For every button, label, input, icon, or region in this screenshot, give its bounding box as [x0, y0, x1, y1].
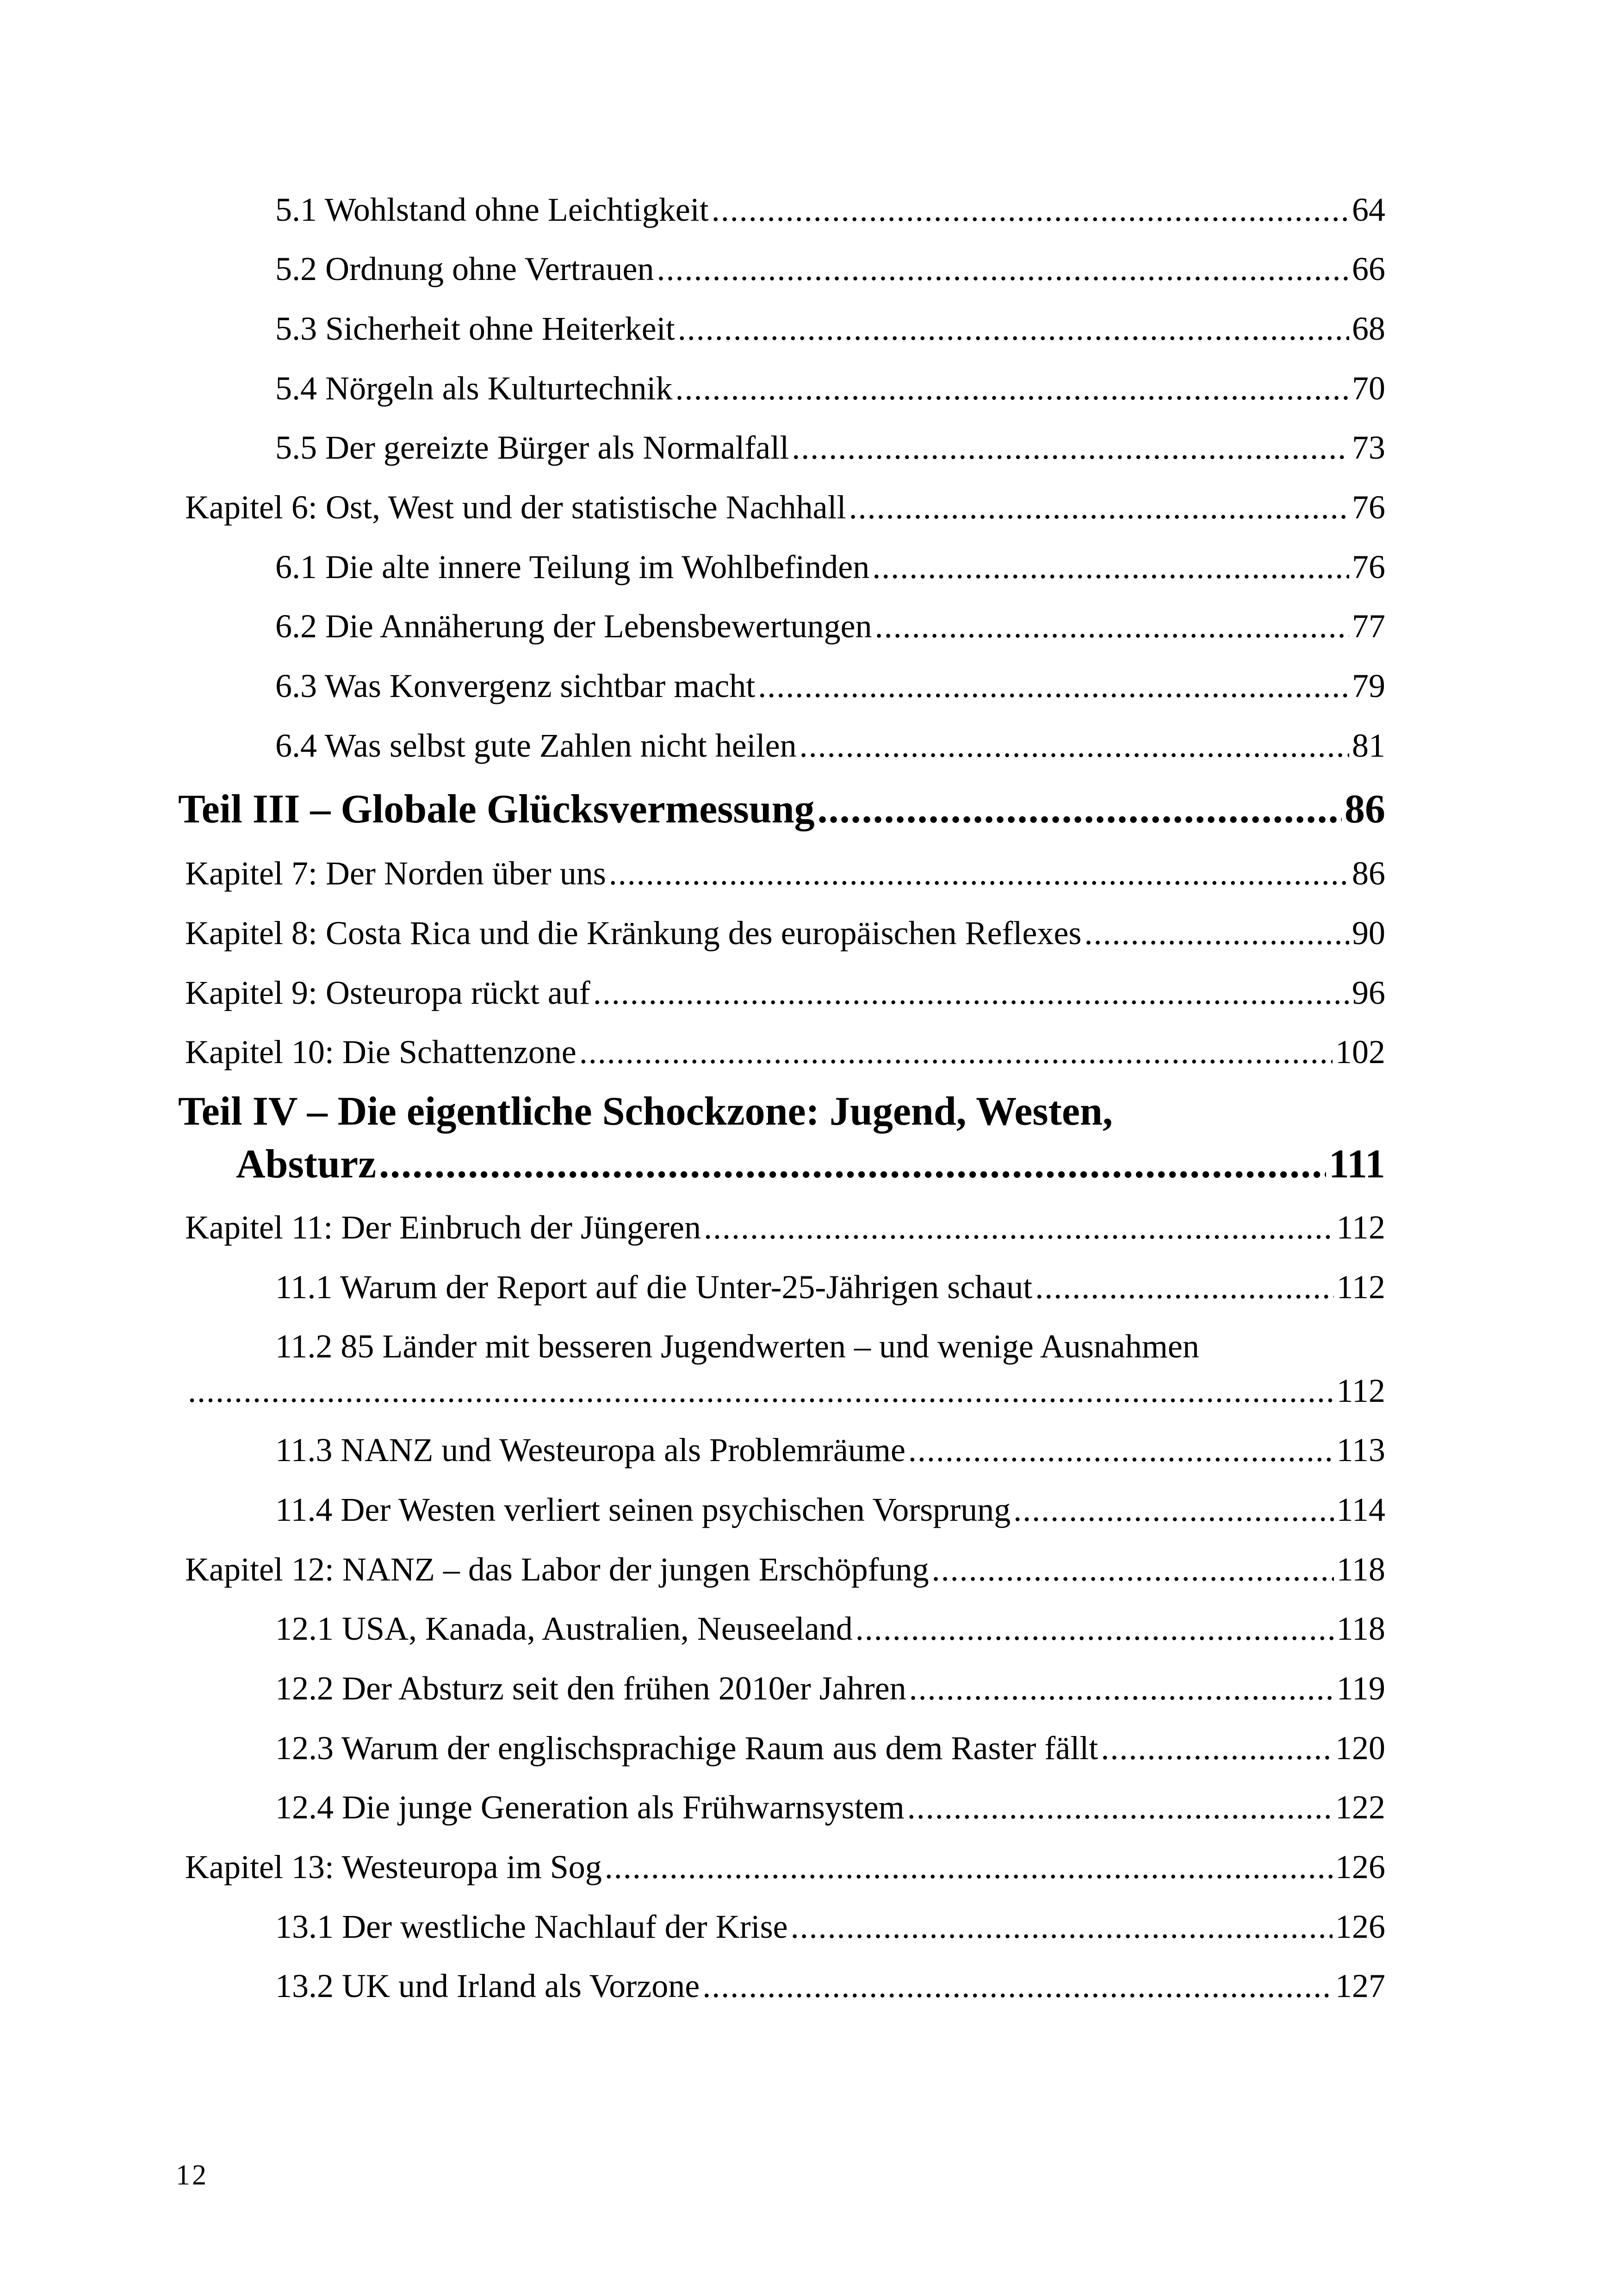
dot-leader — [188, 1368, 1334, 1414]
toc-entry-page: 81 — [1352, 727, 1385, 764]
dot-leader — [855, 1605, 1334, 1652]
toc-entry-page: 68 — [1352, 310, 1385, 347]
toc-entry-label: Kapitel 9: Osteuropa rückt auf — [185, 974, 590, 1011]
toc-entry-section — [275, 305, 1385, 352]
toc-entry-label: 6.2 Die Annäherung der Lebensbewertungen — [275, 608, 872, 645]
toc-entry-page: 122 — [1335, 1789, 1385, 1826]
toc-entry-label: 12.2 Der Absturz seit den frühen 2010er Jahren — [275, 1670, 906, 1707]
toc-entry-page: 76 — [1352, 489, 1385, 526]
dot-leader — [1101, 1725, 1333, 1771]
toc-entry-section — [275, 424, 1385, 471]
toc-entry-label: Kapitel 12: NANZ – das Labor der jungen Erschöpfung — [185, 1551, 929, 1588]
toc-entry-part — [236, 1137, 1385, 1192]
dot-leader — [1035, 1264, 1333, 1310]
dot-leader — [791, 1904, 1333, 1950]
dot-leader — [818, 782, 1342, 837]
toc-entry-section — [275, 1963, 1385, 2009]
toc-entry-label: 5.3 Sicherheit ohne Heiterkeit — [275, 310, 675, 347]
toc-entry-page: 112 — [1336, 1372, 1385, 1409]
toc-entry-section — [275, 1725, 1385, 1771]
toc-entry-chapter — [185, 850, 1385, 896]
toc-entry-page: 86 — [1352, 855, 1385, 892]
dot-leader — [875, 603, 1349, 649]
toc-entry-chapter — [185, 1546, 1385, 1593]
toc-entry-section — [275, 246, 1385, 292]
toc-entry-label: 11.1 Warum der Report auf die Unter-25-Jährigen schaut — [275, 1269, 1033, 1306]
toc-entry-chapter — [185, 1844, 1385, 1890]
toc-entry-part-line1: Teil IV – Die eigentliche Schockzone: Jugend, Westen, — [178, 1089, 1113, 1134]
toc-entry-page: 127 — [1335, 1967, 1385, 2004]
toc-entry-section — [275, 1605, 1385, 1652]
toc-entry-page: 113 — [1336, 1431, 1385, 1468]
toc-entry-section — [275, 187, 1385, 233]
dot-leader — [704, 1204, 1334, 1251]
toc-entry-page: 126 — [1335, 1908, 1385, 1945]
toc-entry-chapter — [185, 484, 1385, 530]
dot-leader — [702, 1963, 1333, 2009]
page-number: 12 — [176, 2159, 208, 2191]
toc-entry-page: 118 — [1336, 1551, 1385, 1588]
toc-entry-label: 13.1 Der westliche Nachlauf der Krise — [275, 1908, 788, 1945]
dot-leader — [758, 663, 1349, 709]
toc-entry-page: 112 — [1336, 1269, 1385, 1306]
toc-entry-page: 102 — [1335, 1033, 1385, 1070]
toc-entry-page: 77 — [1352, 608, 1385, 645]
toc-entry-part — [178, 782, 1385, 837]
toc-entry-page: 96 — [1352, 974, 1385, 1011]
toc-entry-page: 111 — [1328, 1142, 1385, 1187]
dot-leader — [593, 970, 1349, 1016]
toc-entry-section — [275, 1264, 1385, 1310]
dot-leader — [676, 365, 1349, 411]
dot-leader — [872, 544, 1349, 590]
toc-entry-page: 73 — [1352, 429, 1385, 466]
toc-entry-page: 86 — [1345, 787, 1385, 832]
dot-leader — [800, 722, 1349, 769]
toc-entry-section — [275, 603, 1385, 649]
dot-leader — [379, 1137, 1326, 1192]
toc-entry-section-line1: 11.2 85 Länder mit besseren Jugendwerten – und wenige Ausnahmen — [275, 1328, 1199, 1365]
toc-entry-chapter — [185, 1029, 1385, 1075]
toc-entry-label: 6.4 Was selbst gute Zahlen nicht heilen — [275, 727, 797, 764]
toc-entry-label: 12.3 Warum der englischsprachige Raum aus dem Raster fällt — [275, 1730, 1098, 1767]
toc-entry-chapter — [185, 970, 1385, 1016]
toc-entry-section — [275, 1904, 1385, 1950]
dot-leader — [579, 1029, 1333, 1075]
dot-leader — [657, 246, 1349, 292]
dot-leader — [792, 424, 1349, 471]
toc-entry-label: Kapitel 6: Ost, West und der statistische Nachhall — [185, 489, 846, 526]
toc-entry-label: 12.4 Die junge Generation als Frühwarnsystem — [275, 1789, 905, 1826]
toc-entry-page: 126 — [1335, 1848, 1385, 1885]
dot-leader — [605, 1844, 1333, 1890]
toc-entry-label: Kapitel 8: Costa Rica und die Kränkung des europäischen Reflexes — [185, 915, 1082, 952]
dot-leader — [678, 305, 1349, 352]
toc-entry-label: Absturz — [236, 1142, 377, 1187]
toc-entry-page: 112 — [1336, 1209, 1385, 1246]
dot-leader — [932, 1546, 1334, 1593]
toc-entry-section — [275, 663, 1385, 709]
toc-entry-chapter — [185, 910, 1385, 956]
dot-leader — [1013, 1487, 1333, 1533]
toc-entry-section — [275, 1487, 1385, 1533]
toc-entry-section — [185, 1368, 1385, 1414]
toc-entry-page: 66 — [1352, 250, 1385, 287]
toc-entry-section — [275, 365, 1385, 411]
toc-entry-section — [275, 1784, 1385, 1830]
dot-leader — [909, 1665, 1334, 1711]
dot-leader — [712, 187, 1349, 233]
toc-entry-label: Kapitel 10: Die Schattenzone — [185, 1033, 577, 1070]
toc-entry-label: 6.1 Die alte innere Teilung im Wohlbefinden — [275, 548, 870, 585]
toc-entry-section — [275, 1427, 1385, 1473]
dot-leader — [849, 484, 1349, 530]
toc-entry-label: 11.3 NANZ und Westeuropa als Problemräume — [275, 1431, 905, 1468]
toc-entry-label: 11.4 Der Westen verliert seinen psychischen Vorsprung — [275, 1491, 1011, 1528]
toc-entry-page: 76 — [1352, 548, 1385, 585]
toc-entry-page: 118 — [1336, 1610, 1385, 1647]
toc-entry-chapter — [185, 1204, 1385, 1251]
toc-entry-page: 114 — [1336, 1491, 1385, 1528]
toc-entry-section — [275, 1665, 1385, 1711]
toc-entry-page: 120 — [1335, 1730, 1385, 1767]
dot-leader — [907, 1784, 1333, 1830]
toc-entry-label: 13.2 UK und Irland als Vorzone — [275, 1967, 700, 2004]
dot-leader — [609, 850, 1349, 896]
toc-entry-label: 5.4 Nörgeln als Kulturtechnik — [275, 370, 673, 407]
toc-entry-page: 90 — [1352, 915, 1385, 952]
toc-entry-section — [275, 722, 1385, 769]
toc-entry-label: Teil III – Globale Glücksvermessung — [178, 787, 815, 832]
toc-entry-label: 5.5 Der gereizte Bürger als Normalfall — [275, 429, 789, 466]
toc-entry-label: Kapitel 11: Der Einbruch der Jüngeren — [185, 1209, 701, 1246]
toc-entry-label: 5.2 Ordnung ohne Vertrauen — [275, 250, 654, 287]
toc-entry-section — [275, 544, 1385, 590]
toc-entry-page: 70 — [1352, 370, 1385, 407]
toc-entry-label: 12.1 USA, Kanada, Australien, Neuseeland — [275, 1610, 853, 1647]
toc-entry-page: 79 — [1352, 667, 1385, 704]
toc-entry-label: 5.1 Wohlstand ohne Leichtigkeit — [275, 191, 709, 228]
dot-leader — [908, 1427, 1334, 1473]
toc-entry-label: 6.3 Was Konvergenz sichtbar macht — [275, 667, 756, 704]
toc-entry-page: 64 — [1352, 191, 1385, 228]
toc-entry-page: 119 — [1336, 1670, 1385, 1707]
toc-entry-label: Kapitel 13: Westeuropa im Sog — [185, 1848, 602, 1885]
dot-leader — [1084, 910, 1349, 956]
toc-entry-label: Kapitel 7: Der Norden über uns — [185, 855, 606, 892]
